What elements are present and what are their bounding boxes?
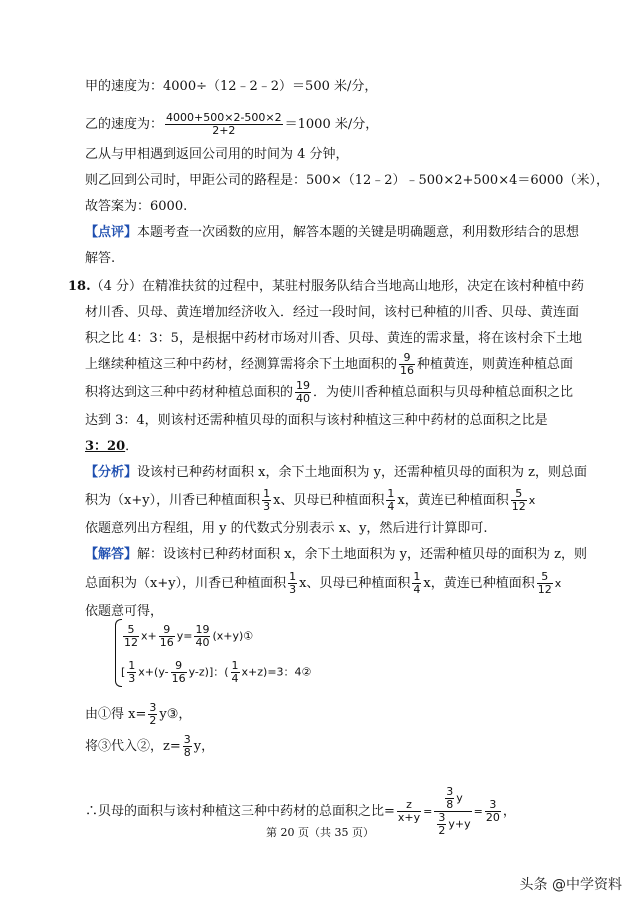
fraction-9-16	[399, 352, 415, 377]
q18-text-5b: ．为使川香种植总面积与贝母种植总面积之比	[313, 385, 574, 400]
meet-time-line: 乙从与甲相遇到返回公司用的时间为 4 分钟，	[85, 147, 349, 162]
denominator: 2	[149, 714, 157, 727]
watermark-text: 头条 @中学资料	[519, 877, 622, 893]
numerator: 19	[296, 379, 311, 392]
substitute-b: y，	[193, 739, 215, 754]
substitute-line	[85, 734, 214, 759]
analysis-text-2a: 积为（x+y），川香已种植面积	[85, 493, 261, 508]
numerator: 1	[128, 659, 136, 672]
comment-line-2: 解答.	[85, 251, 116, 266]
q18-text-4b: 种植黄连，则黄连种植总面	[417, 357, 574, 372]
numerator: 5	[123, 624, 139, 637]
denominator: 2	[438, 824, 446, 837]
fraction-3-2	[148, 702, 157, 727]
fraction-1-4	[412, 571, 421, 596]
fraction-19-40	[295, 380, 311, 405]
q18-line-3: 积之比 4：3：5，是根据中药材市场对川香、贝母、黄连的需求量，将在该村余下土地	[85, 331, 582, 346]
from-eq1-b: y③，	[159, 707, 192, 722]
fraction-z-over-x-plus-y	[397, 799, 421, 824]
q18-end: ．	[125, 439, 139, 454]
analysis-line-1	[85, 464, 587, 482]
eq2-part-c: x+z)=3：4②	[241, 665, 312, 679]
numerator: 1	[387, 487, 395, 500]
yi-speed-numerator: 4000+500×2-500×2	[166, 111, 282, 124]
q18-line-1	[68, 278, 584, 296]
eq2-open: [	[121, 665, 126, 679]
denominator: 4	[231, 672, 239, 685]
denominator: 20	[485, 811, 500, 824]
numerator: 19	[195, 623, 210, 636]
compound-numerator-var: y	[456, 791, 463, 805]
numerator: z	[397, 799, 421, 812]
denominator: 3	[263, 500, 271, 513]
q18-text-5a: 积将达到这三种中药材种植总面积的	[85, 385, 294, 400]
denominator: 4	[387, 500, 395, 513]
analysis-line-3: 依题意列出方程组，用 y 的代数式分别表示 x、y，然后进行计算即可.	[85, 521, 488, 536]
denominator: x+y	[397, 811, 421, 824]
compound-numerator	[434, 786, 471, 812]
fraction-1-3	[262, 488, 271, 513]
q18-line-5	[85, 380, 573, 405]
q18-line-2: 材川香、贝母、黄连增加经济收入．经过一段时间，该村已种植的川香、贝母、黄连面	[85, 305, 580, 320]
numerator: 1	[413, 570, 421, 583]
fraction-1-3	[127, 660, 136, 685]
analysis-line-2	[85, 488, 535, 513]
analysis-text-2b: x、贝母已种植面积	[273, 493, 385, 508]
watermark	[520, 874, 622, 894]
q18-line-4	[85, 352, 573, 377]
fraction-1-4	[231, 660, 240, 685]
numerator: 3	[149, 701, 157, 714]
fraction-3-8	[445, 786, 454, 811]
numerator: 3	[183, 733, 191, 746]
numerator: 1	[289, 570, 297, 583]
denominator: 4	[413, 583, 421, 596]
from-eq1-line	[85, 702, 191, 727]
fraction-19-40	[194, 624, 210, 649]
yi-speed-line	[85, 112, 378, 137]
denominator: 3	[128, 672, 136, 685]
answer-line: 故答案为：6000.	[85, 199, 188, 214]
conclusion-equals: =	[423, 805, 433, 818]
solution-text-2a: 总面积为（x+y），川香已种植面积	[85, 576, 287, 591]
denominator: 12	[124, 636, 138, 649]
fraction-1-3	[288, 571, 297, 596]
denominator: 8	[446, 798, 454, 811]
numerator: 3	[446, 785, 454, 798]
distance-line: 则乙回到公司时，甲距公司的路程是：500×（12﹣2）﹣500×2+500×4＝6000（米），	[85, 173, 609, 188]
denominator: 16	[171, 672, 186, 685]
equation-2	[121, 660, 311, 685]
denominator: 16	[400, 364, 415, 377]
comment-text-1: 本题考查一次函数的应用，解答本题的关键是明确题意，利用数形结合的思想	[137, 225, 580, 240]
numerator: 9	[171, 660, 187, 673]
eq1-part-c: (x+y)①	[212, 629, 254, 643]
yi-speed-fraction	[165, 112, 283, 137]
fraction-3-20	[485, 799, 501, 824]
solution-text-2d: x	[554, 577, 562, 590]
solution-text-2b: x、贝母已种植面积	[299, 576, 411, 591]
numerator: 1	[231, 659, 239, 672]
denominator: 3	[289, 583, 297, 596]
solution-line-2	[85, 571, 561, 596]
conclusion-text: ∴贝母的面积与该村种植这三种中药材的总面积之比=	[85, 804, 395, 819]
fraction-1-4	[386, 488, 395, 513]
q18-text-1: 在精准扶贫的过程中，某驻村服务队结合当地高山地形，决定在该村种植中药	[142, 279, 585, 294]
numerator: 1	[263, 487, 271, 500]
numerator: 9	[399, 352, 415, 365]
eq2-part-b: y-z)]：(	[188, 665, 229, 679]
eq1-part-b: y=	[176, 629, 193, 643]
numerator: 9	[159, 624, 175, 637]
conclusion-comma: ，	[502, 804, 516, 819]
fraction-9-16	[171, 660, 187, 685]
fraction-3-8	[183, 734, 192, 759]
solution-text-2c: x，黄连已种植面积	[423, 576, 535, 591]
solution-line-1	[85, 546, 587, 564]
q18-answer: 3：20	[85, 439, 126, 454]
solution-tag: 【解答】	[85, 547, 138, 562]
page-footer: 第 20 页（共 35 页）	[266, 826, 374, 839]
analysis-tag: 【分析】	[85, 465, 138, 480]
eq2-part-a: x+(y-	[138, 665, 169, 679]
eq1-part-a: x+	[141, 629, 157, 643]
solution-line-3: 依题意可得，	[85, 604, 164, 619]
conclusion-equals-2: =	[473, 805, 483, 818]
q18-score: （4 分）	[90, 279, 143, 294]
compound-denominator-var: y+y	[448, 817, 471, 831]
equation-1	[121, 624, 253, 649]
denominator: 40	[195, 636, 210, 649]
q18-number: 18.	[68, 279, 91, 294]
fraction-5-12	[511, 488, 527, 513]
denominator: 40	[296, 392, 311, 405]
yi-speed-denominator: 2+2	[212, 124, 236, 137]
fraction-5-12	[537, 571, 553, 596]
denominator: 12	[511, 500, 526, 513]
q18-line-6: 达到 3：4，则该村还需种植贝母的面积与该村种植这三种中药材的总面积之比是	[85, 413, 548, 428]
solution-text-1: 解：设该村已种药材面积 x，余下土地面积为 y，还需种植贝母的面积为 z，则	[137, 547, 587, 562]
denominator: 12	[537, 583, 552, 596]
denominator: 8	[183, 746, 191, 759]
numerator: 5	[511, 488, 527, 501]
analysis-text-2d: x	[528, 494, 536, 507]
analysis-text-1: 设该村已种药材面积 x，余下土地面积为 y，还需种植贝母的面积为 z，则总面	[137, 465, 587, 480]
yi-speed-suffix: ＝1000 米/分，	[284, 117, 379, 132]
yi-speed-prefix: 乙的速度为：	[85, 117, 164, 132]
numerator: 5	[537, 571, 553, 584]
from-eq1-a: 由①得 x=	[85, 707, 147, 722]
fraction-5-12	[123, 624, 139, 649]
fraction-9-16	[159, 624, 175, 649]
analysis-text-2c: x，黄连已种植面积	[397, 493, 509, 508]
numerator: 3	[485, 799, 501, 812]
q18-line-7	[85, 438, 138, 456]
jia-speed-line: 甲的速度为：4000÷（12﹣2﹣2）＝500 米/分，	[85, 79, 378, 94]
denominator: 16	[159, 636, 174, 649]
numerator: 3	[438, 811, 446, 824]
substitute-a: 将③代入②，z=	[85, 739, 181, 754]
comment-tag: 【点评】	[85, 225, 138, 240]
q18-text-4a: 上继续种植这三种中药材，经测算需将余下土地面积的	[85, 357, 398, 372]
comment-line-1	[85, 224, 579, 242]
